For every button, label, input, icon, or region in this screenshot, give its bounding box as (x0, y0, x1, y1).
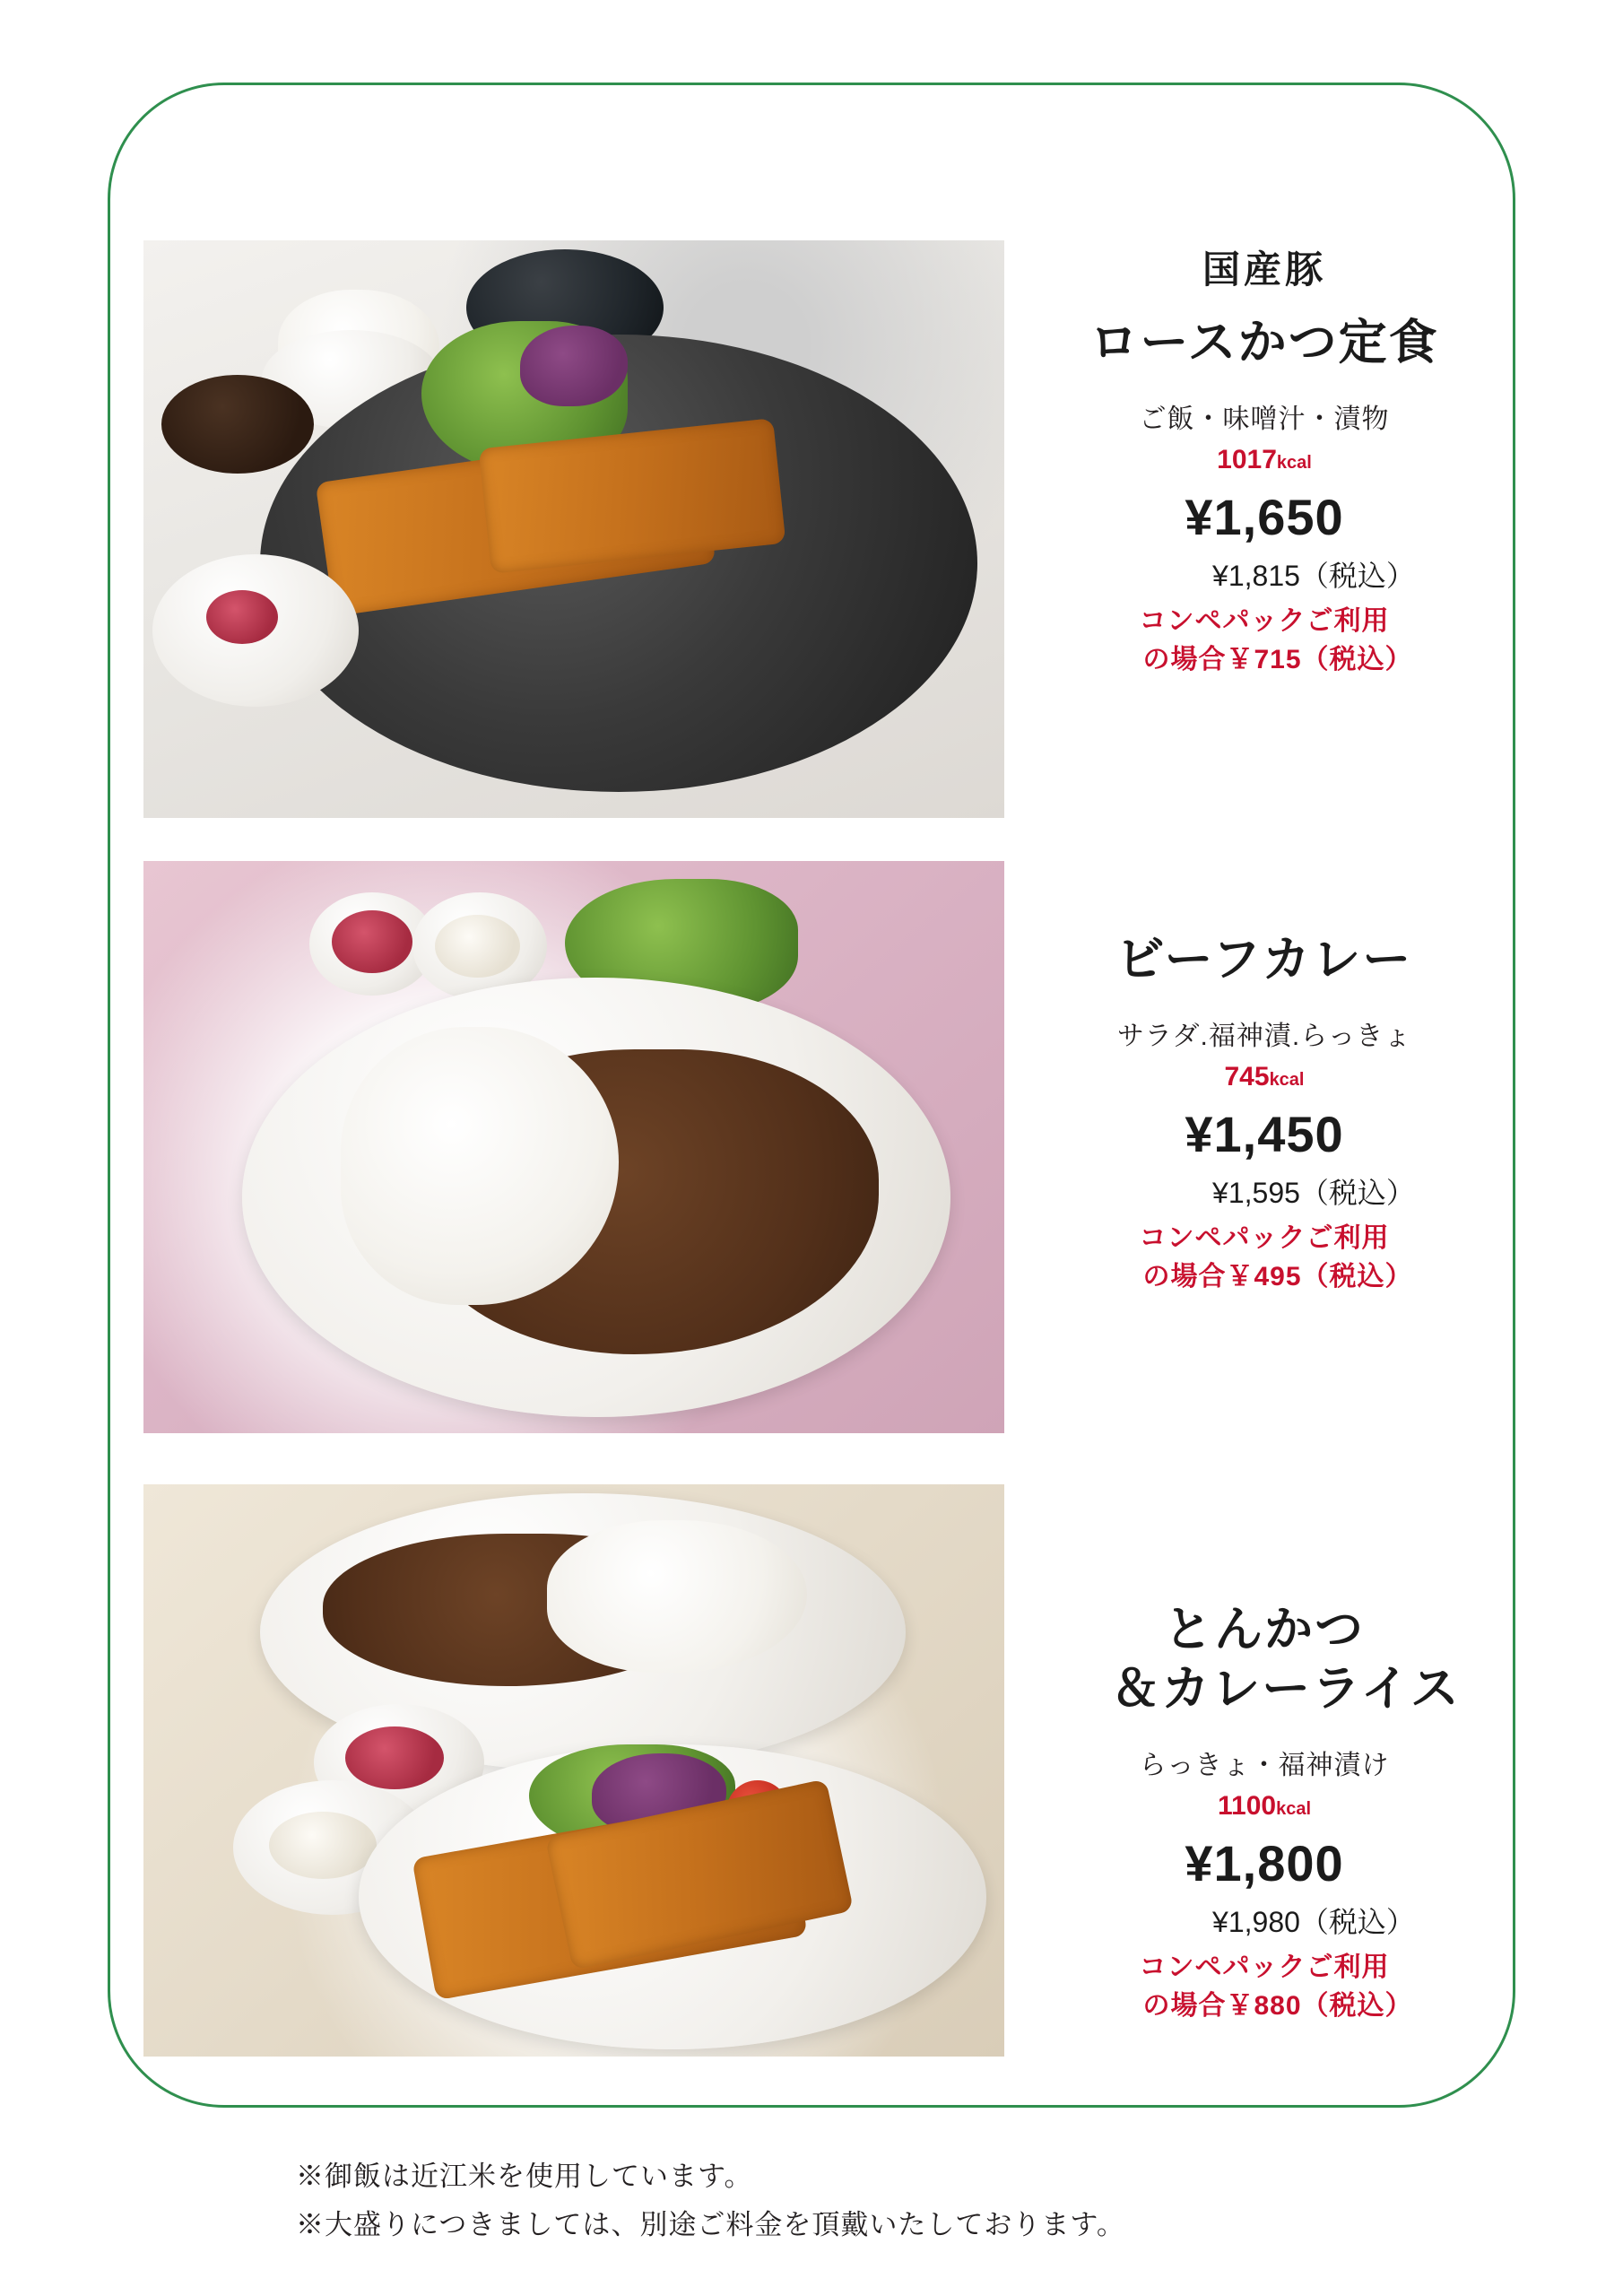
calorie-number: 1100 (1217, 1790, 1277, 1821)
compe-pack-note (1040, 602, 1488, 680)
price-tax-included: ¥1,595（税込） (1212, 1176, 1415, 1209)
dish-sides: らっきょ・福神漬け (1139, 1750, 1390, 1780)
footnote-large-portion: ※大盛りにつきましては、別途ご料金を頂戴いたしております。 (296, 2209, 1125, 2241)
dish-sides: サラダ.福神漬.らっきょ (1116, 1021, 1412, 1051)
compe-pack-note (1040, 1219, 1488, 1297)
compe-pack-note (1040, 1948, 1488, 2026)
calorie-unit: kcal (1276, 1798, 1312, 1819)
fukujinzuke (332, 910, 412, 973)
rakkyo (435, 915, 520, 978)
red-cabbage (520, 326, 628, 406)
calorie-value (1040, 1062, 1488, 1092)
menu-item (143, 240, 1488, 818)
fukujinzuke (345, 1726, 444, 1789)
calorie-unit: kcal (1269, 1069, 1305, 1090)
dish-name (1040, 1601, 1488, 1719)
dish-photo (143, 861, 1004, 1433)
calorie-value (1040, 1791, 1488, 1822)
footnotes (296, 2152, 1125, 2250)
rakkyo (269, 1812, 377, 1879)
compe-pack-line1: コンペパックご利用 (1139, 1952, 1390, 1982)
dish-info (1004, 240, 1488, 680)
compe-pack-line2: の場合￥880（税込） (1142, 1991, 1413, 2022)
dish-photo (143, 1484, 1004, 2057)
calorie-number: 745 (1224, 1061, 1270, 1091)
dish-name: ロースかつ定食 (1089, 316, 1439, 370)
dish-name-line2: ＆カレーライス (1111, 1661, 1461, 1716)
price-main: ¥1,650 (1185, 488, 1344, 545)
compe-pack-line2: の場合￥715（税込） (1142, 645, 1413, 675)
calorie-number: 1017 (1217, 444, 1277, 474)
dish-photo (143, 240, 1004, 818)
compe-pack-line1: コンペパックご利用 (1139, 1222, 1390, 1253)
dish-name-line1: とんかつ (1164, 1603, 1365, 1657)
pickled-plum (206, 590, 278, 644)
compe-pack-line2: の場合￥495（税込） (1142, 1262, 1413, 1292)
pork-origin-label: 国産豚 (1202, 248, 1326, 291)
dish-name: ビーフカレー (1115, 933, 1413, 987)
calorie-unit: kcal (1276, 452, 1312, 473)
dish-info (1004, 1484, 1488, 2026)
calorie-value (1040, 445, 1488, 475)
menu-item (143, 861, 1488, 1433)
compe-pack-line1: コンペパックご利用 (1139, 605, 1390, 636)
price-main: ¥1,450 (1185, 1105, 1344, 1162)
price-tax-included: ¥1,980（税込） (1212, 1905, 1415, 1938)
dish-info (1004, 861, 1488, 1297)
price-tax-included: ¥1,815（税込） (1212, 559, 1415, 592)
sauce-dish (161, 375, 314, 474)
menu-item (143, 1484, 1488, 2057)
price-main: ¥1,800 (1185, 1834, 1344, 1892)
dish-sides: ご飯・味噌汁・漬物 (1139, 404, 1390, 434)
footnote-rice: ※御飯は近江米を使用しています。 (296, 2161, 753, 2192)
